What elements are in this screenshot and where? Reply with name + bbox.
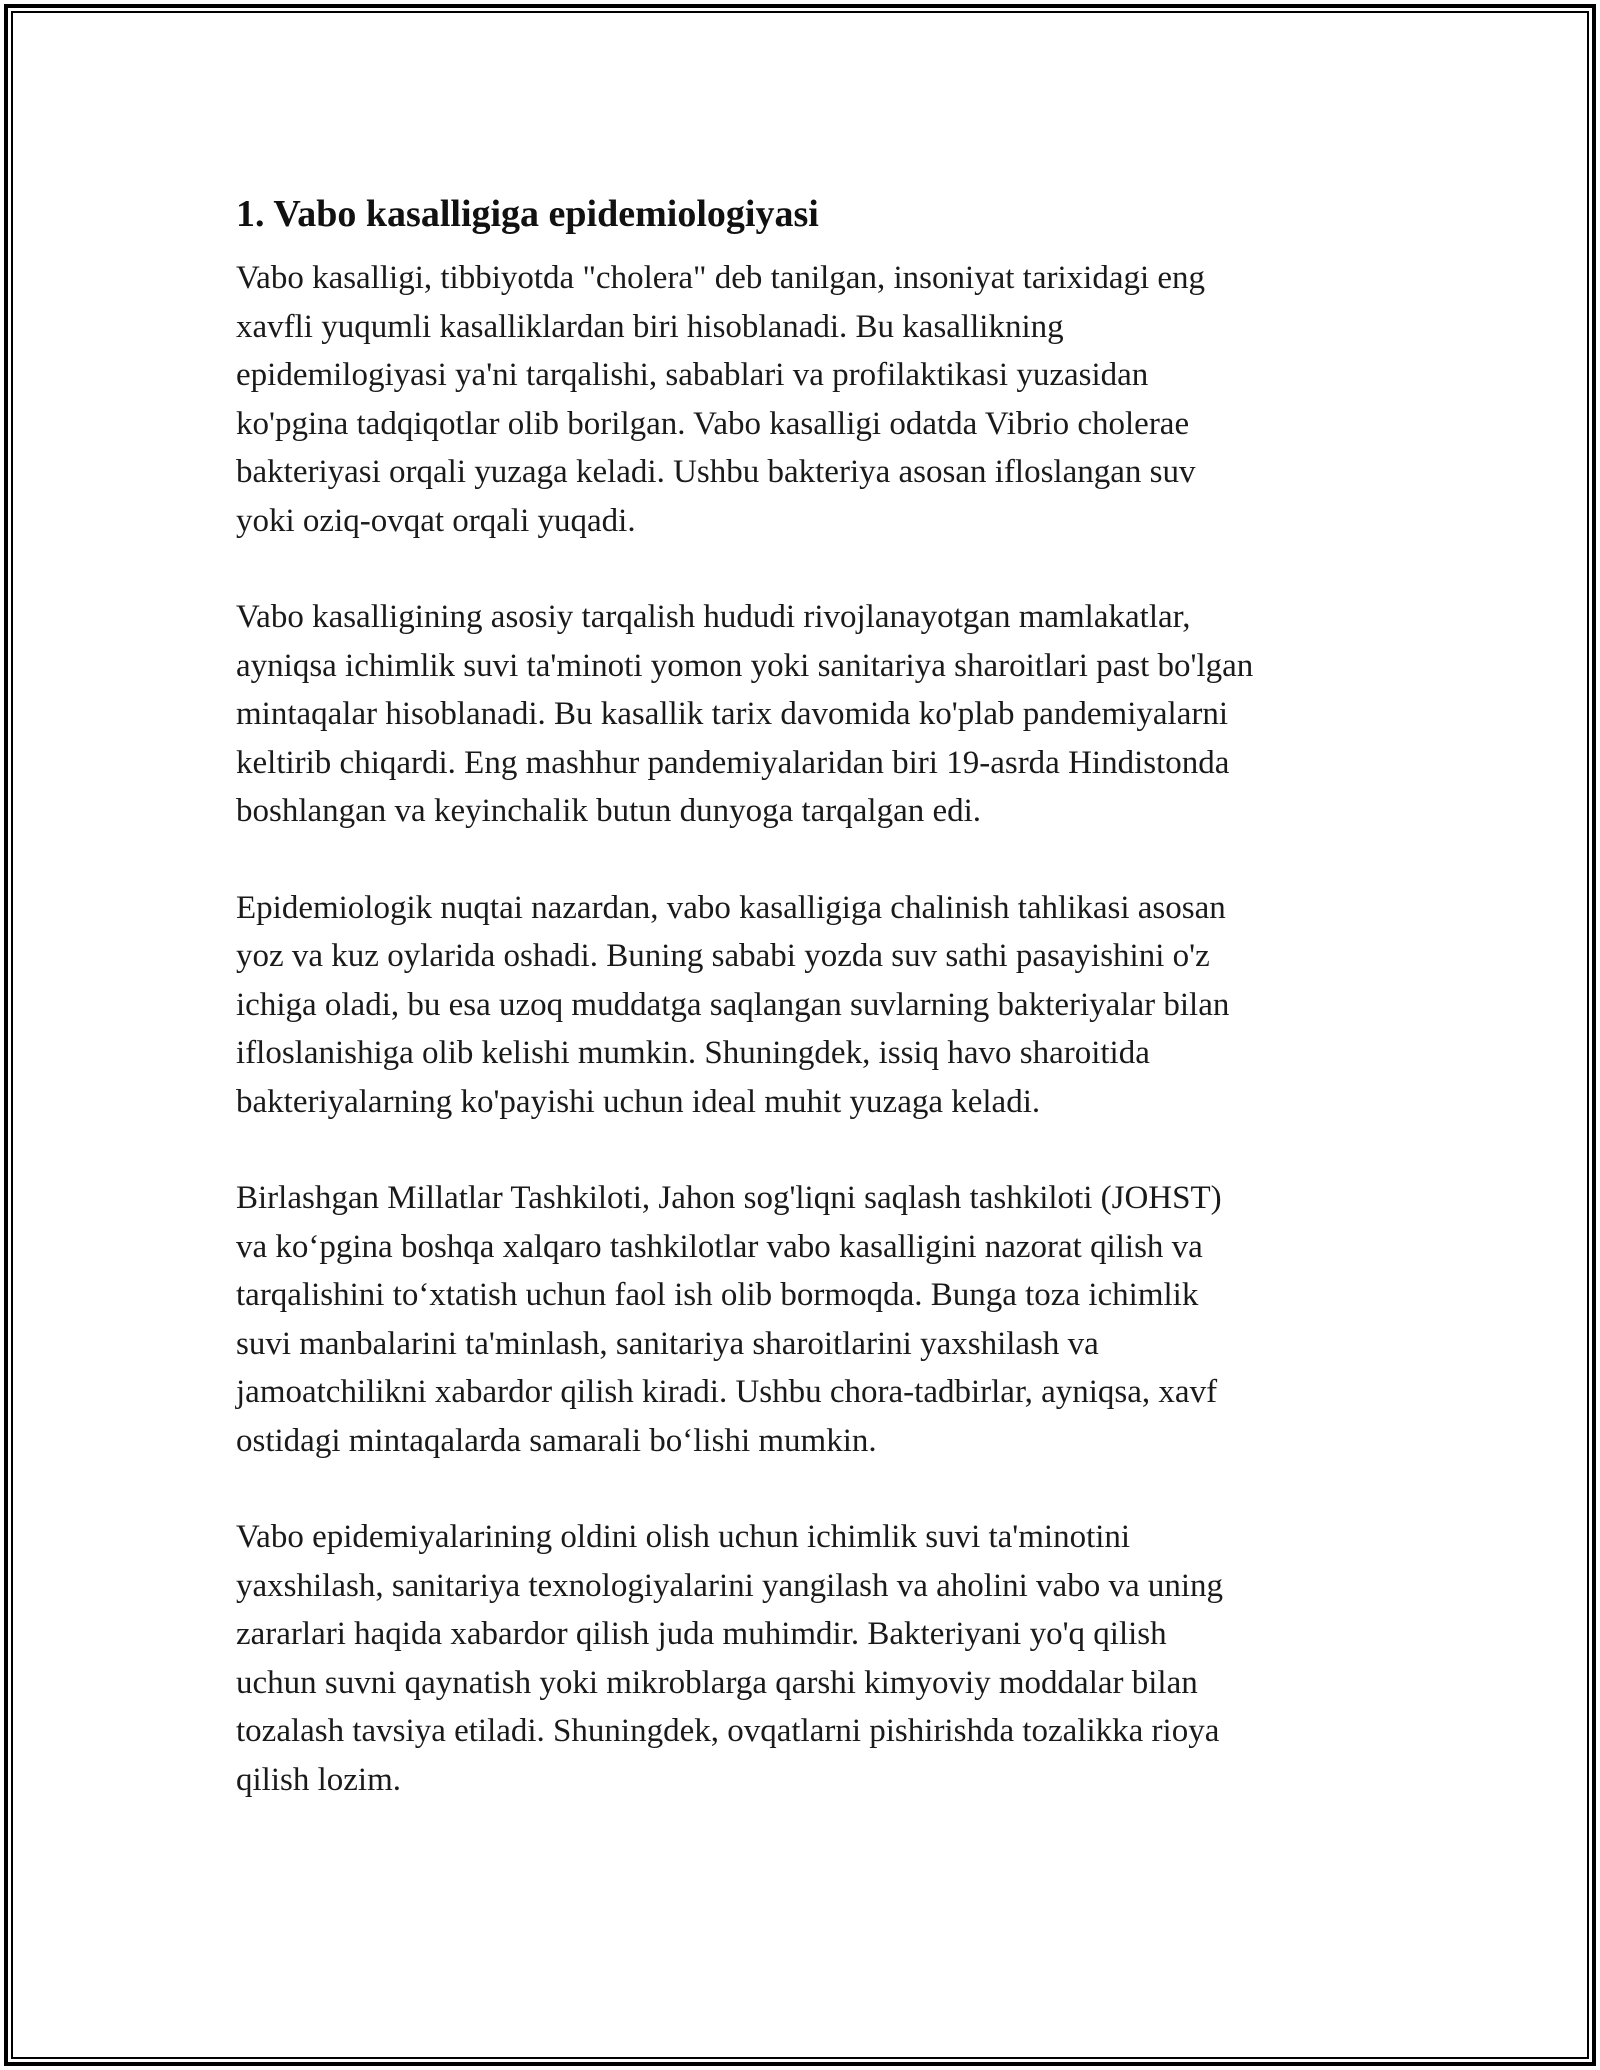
paragraph-4 — [236, 1174, 1386, 1465]
text-line: bakteriyasi orqali yuzaga keladi. Ushbu bakteriya asosan ifloslangan suv — [236, 454, 1196, 490]
text-line: uchun suvni qaynatish yoki mikroblarga qarshi kimyoviy moddalar bilan — [236, 1664, 1198, 1701]
paragraph-5 — [236, 1513, 1386, 1804]
text-line: qilish lozim. — [236, 1761, 401, 1798]
text-line: Epidemiologik nuqtai nazardan, vabo kasalligiga chalinish tahlikasi asosan — [236, 889, 1226, 926]
text-line: keltirib chiqardi. Eng mashhur pandemiyalaridan biri 19-asrda Hindistonda — [236, 744, 1230, 781]
text-line: jamoatchilikni xabardor qilish kiradi. Ushbu chora-tadbirlar, ayniqsa, xavf — [236, 1374, 1218, 1410]
text-line: Vabo kasalligi, tibbiyotda "cholera" deb tanilgan, insoniyat tarixidagi eng — [236, 260, 1206, 296]
document-title: 1. Vabo kasalligiga epidemiologiyasi — [236, 193, 819, 235]
text-line: va ko‘pgina boshqa xalqaro tashkilotlar vabo kasalligini nazorat qilish va — [236, 1228, 1203, 1265]
text-line: tarqalishini to‘xtatish uchun faol ish olib bormoqda. Bunga toza ichimlik — [236, 1277, 1199, 1313]
text-line: yoki oziq-ovqat orqali yuqadi. — [236, 502, 636, 539]
paragraph-3 — [236, 884, 1386, 1127]
text-line: mintaqalar hisoblanadi. Bu kasallik tarix davomida ko'plab pandemiyalarni — [236, 696, 1229, 732]
text-line: yoz va kuz oylarida oshadi. Buning sababi yozda suv sathi pasayishini o'z — [236, 938, 1210, 974]
text-line: Vabo epidemiyalarining oldini olish uchun ichimlik suvi ta'minotini — [236, 1519, 1131, 1555]
text-line: boshlangan va keyinchalik butun dunyoga tarqalgan edi. — [236, 793, 982, 829]
text-line: ostidagi mintaqalarda samarali bo‘lishi mumkin. — [236, 1422, 877, 1459]
text-line: Birlashgan Millatlar Tashkiloti, Jahon sog'liqni saqlash tashkiloti (JOHST) — [236, 1180, 1222, 1216]
text-line: ko'pgina tadqiqotlar olib borilgan. Vabo kasalligi odatda Vibrio cholerae — [236, 405, 1190, 442]
text-line: bakteriyalarning ko'payishi uchun ideal muhit yuzaga keladi. — [236, 1083, 1041, 1120]
text-line: Vabo kasalligining asosiy tarqalish hududi rivojlanayotgan mamlakatlar, — [236, 599, 1191, 635]
text-line: suvi manbalarini ta'minlash, sanitariya sharoitlarini yaxshilash va — [236, 1325, 1099, 1362]
paragraph-1 — [236, 254, 1386, 545]
document-body — [236, 188, 1386, 1804]
text-line: ichiga oladi, bu esa uzoq muddatga saqlangan suvlarning bakteriyalar bilan — [236, 986, 1230, 1023]
text-line: zararlari haqida xabardor qilish juda muhimdir. Bakteriyani yo'q qilish — [236, 1616, 1167, 1652]
text-line: xavfli yuqumli kasalliklardan biri hisoblanadi. Bu kasallikning — [236, 308, 1064, 345]
paragraph-2 — [236, 593, 1386, 836]
text-line: ayniqsa ichimlik suvi ta'minoti yomon yoki sanitariya sharoitlari past bo'lgan — [236, 647, 1254, 684]
text-line: yaxshilash, sanitariya texnologiyalarini yangilash va aholini vabo va uning — [236, 1567, 1224, 1604]
text-line: ifloslanishiga olib kelishi mumkin. Shuningdek, issiq havo sharoitida — [236, 1035, 1150, 1071]
text-line: tozalash tavsiya etiladi. Shuningdek, ovqatlarni pishirishda tozalikka rioya — [236, 1713, 1220, 1749]
text-line: epidemilogiyasi ya'ni tarqalishi, sabablari va profilaktikasi yuzasidan — [236, 357, 1149, 393]
